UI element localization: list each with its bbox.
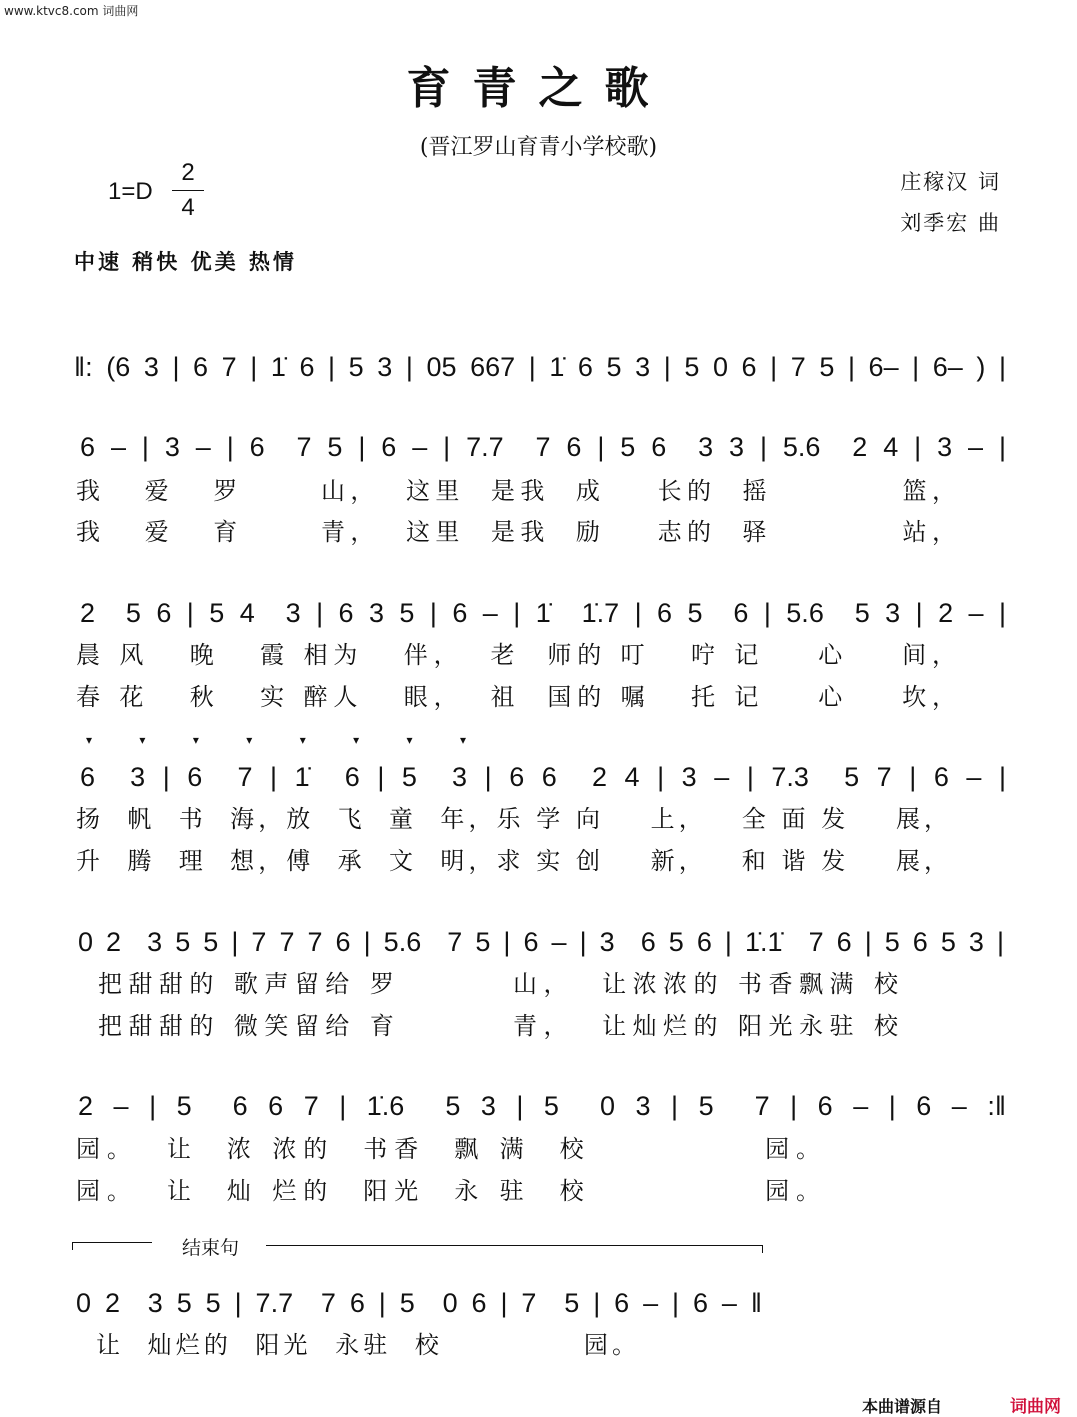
- lyrics-row-4-verse-2: 升 腾 理 想，傅 承 文 明，求 实 创 新， 和 谐 发 展，: [76, 847, 948, 875]
- notation-row-2: 6 – | 3 – | 6 7 5 | 6 – | 7.7 7 6 | 5 6 3 3 | 5.6 2 4 | 3 – |: [80, 432, 1006, 462]
- composer: 刘季宏 曲: [900, 211, 1001, 235]
- time-top: 2: [181, 159, 195, 186]
- notation-row-6: 2 – | 5 6 6 7 | 1̇.6 5 3 | 5 0 3 | 5 7 | 6 – | 6 – :‖: [78, 1091, 1006, 1121]
- watermark: www.ktvc8.com 词曲网: [4, 4, 139, 18]
- notation-coda: 0 2 3 5 5 | 7.7 7 6 | 5 0 6 | 7 5 | 6 – | 6 – ‖: [76, 1288, 762, 1318]
- footer-site-logo: 词曲网: [1010, 1397, 1061, 1417]
- song-subtitle: (晋江罗山育青小学校歌): [419, 135, 658, 160]
- notation-row-5: 0 2 3 5 5 | 7 7 7 6 | 5.6 7 5 | 6 – | 3 6 5 6 | 1̇.1̇ 7 6 | 5 6 5 3 |: [78, 927, 1004, 957]
- time-signature: [176, 158, 200, 223]
- lyrics-row-5-verse-1: 把甜甜的 歌声留给 罗 山， 让浓浓的 书香飘满 校: [98, 970, 898, 998]
- notation-row-3: 2 5 6 | 5 4 3 | 6 3 5 | 6 – | 1̇ 1̇.7 | 6 5 6 | 5.6 5 3 | 2 – |: [80, 598, 1006, 628]
- tempo-marking: 中速 稍快 优美 热情: [74, 249, 297, 274]
- time-bottom: 4: [181, 194, 195, 221]
- coda-label: 结束句: [182, 1237, 240, 1259]
- notation-row-4: 6 3 | 6 7 | 1̇ 6 | 5 3 | 6 6 2 4 | 3 – | 7.3 5 7 | 6 – |: [80, 762, 1006, 792]
- lyrics-row-2-verse-1: 我 爱 罗 山， 这里 是我 成 长的 摇 篮，: [76, 477, 956, 505]
- key-signature: 1=D: [108, 178, 153, 205]
- lyrics-row-6-verse-1: 园。 让 浓 浓的 书香 飘 满 校 园。: [76, 1135, 820, 1163]
- lyrics-row-2-verse-2: 我 爱 育 青， 这里 是我 励 志的 驿 站，: [76, 518, 956, 546]
- footer-source: 本曲谱源自: [862, 1397, 943, 1416]
- coda-bracket-right: [266, 1245, 762, 1246]
- lyricist: 庄稼汉 词: [900, 170, 1001, 194]
- notation-row-1: ‖: (6 3 | 6 7 | 1̇ 6 | 5 3 | 05 667 | 1̇ 6 5 3 | 5 0 6 | 7 5 | 6– | 6– ) |: [74, 352, 1006, 382]
- lyrics-row-4-verse-1: 扬 帆 书 海，放 飞 童 年，乐 学 向 上， 全 面 发 展，: [76, 805, 948, 833]
- accent-marks: ▾ ▾ ▾ ▾ ▾ ▾ ▾ ▾: [86, 733, 466, 747]
- lyrics-coda: 让 灿烂的 阳光 永驻 校 园。: [96, 1331, 636, 1359]
- song-title: 育青之歌: [406, 63, 671, 114]
- lyrics-row-5-verse-2: 把甜甜的 微笑留给 育 青， 让灿烂的 阳光永驻 校: [98, 1012, 898, 1040]
- time-divider: [172, 190, 204, 191]
- coda-bracket-tick-right: [762, 1245, 763, 1253]
- lyrics-row-3-verse-1: 晨 风 晚 霞 相为 伴， 老 师的 叮 咛 记 心 间，: [76, 641, 956, 669]
- coda-bracket-tick-left: [72, 1242, 73, 1250]
- coda-bracket-left: [72, 1242, 152, 1243]
- lyrics-row-6-verse-2: 园。 让 灿 烂的 阳光 永 驻 校 园。: [76, 1177, 820, 1205]
- lyrics-row-3-verse-2: 春 花 秋 实 醉人 眼， 祖 国的 嘱 托 记 心 坎，: [76, 683, 956, 711]
